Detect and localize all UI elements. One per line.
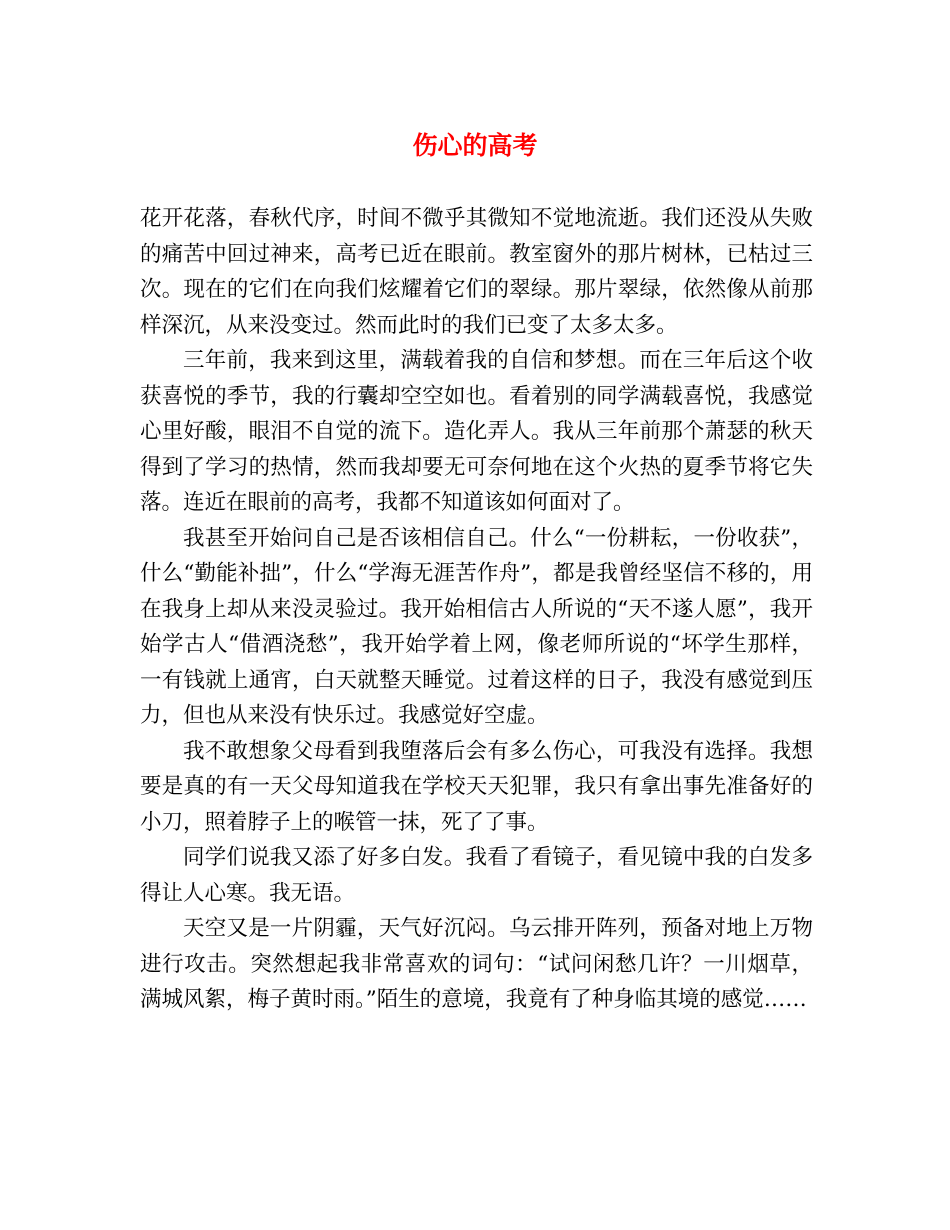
paragraph-1: 花开花落，春秋代序，时间不微乎其微知不觉地流逝。我们还没从失败的痛苦中回过神来，高考已近在眼前。教室窗外的那片树林，已枯过三次。现在的它们在向我们炫耀着它们的翠绿。那片翠绿，依然像从前那样深沉，从来没变过。然而此时的我们已变了太多太多。 <box>140 206 813 338</box>
document-title: 伤心的高考 <box>412 131 538 160</box>
paragraph-6: 天空又是一片阴霾，天气好沉闷。乌云排开阵列，预备对地上万物进行攻击。突然想起我非常喜欢的词句：“试问闲愁几许？一川烟草，满城风絮，梅子黄时雨。”陌生的意境，我竟有了种身临其境的感觉…… <box>140 916 813 1012</box>
paragraph-4: 我不敢想象父母看到我堕落后会有多么伤心，可我没有选择。我想要是真的有一天父母知道我在学校天天犯罪，我只有拿出事先准备好的小刀，照着脖子上的喉管一抹，死了了事。 <box>140 738 813 835</box>
document-body <box>140 201 813 1018</box>
paragraph-2: 三年前，我来到这里，满载着我的自信和梦想。而在三年后这个收获喜悦的季节，我的行囊却空空如也。看着别的同学满载喜悦，我感觉心里好酸，眼泪不自觉的流下。造化弄人。我从三年前那个萧瑟的秋天得到了学习的热情，然而我却要无可奈何地在这个火热的夏季节将它失落。连近在眼前的高考，我都不知道该如何面对了。 <box>140 348 813 515</box>
paragraph-3: 我甚至开始问自己是否该相信自己。什么“一份耕耘，一份收获”，什么“勤能补拙”，什么“学海无涯苦作舟”，都是我曾经坚信不移的，用在我身上却从来没灵验过。我开始相信古人所说的“天不遂人愿”，我开始学古人“借酒浇愁”，我开始学着上网，像老师所说的“坏学生那样，一有钱就上通宵，白天就整天睡觉。过着这样的日子，我没有感觉到压力，但也从来没有快乐过。我感觉好空虚。 <box>140 525 813 728</box>
paragraph-5: 同学们说我又添了好多白发。我看了看镜子，看见镜中我的白发多得让人心寒。我无语。 <box>140 845 813 906</box>
